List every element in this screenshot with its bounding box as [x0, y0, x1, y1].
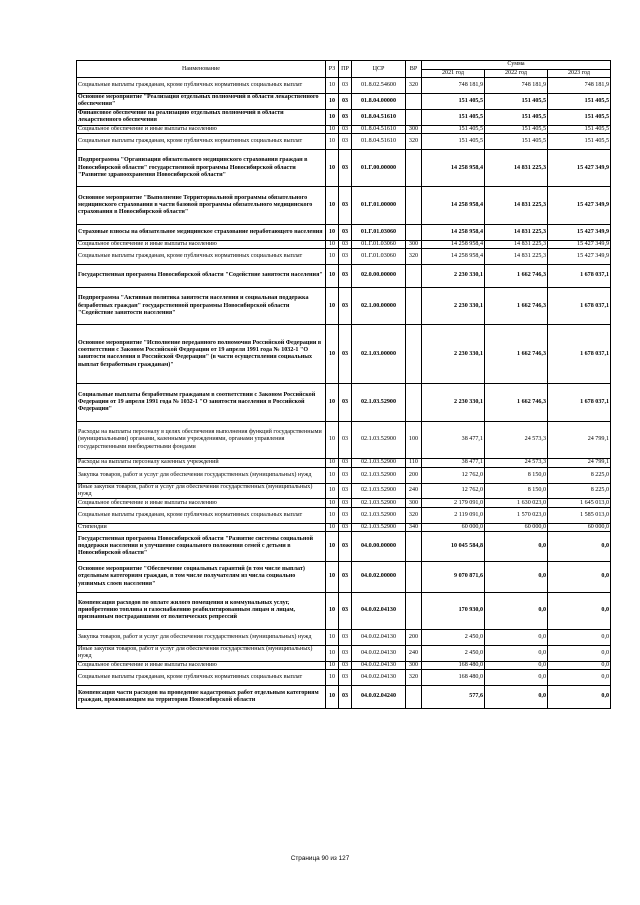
row-value-2021: 2 230 330,1: [422, 325, 485, 384]
row-rz: 10: [326, 562, 339, 592]
table-row: [77, 661, 611, 670]
row-value-2022: 14 831 225,3: [485, 187, 548, 224]
row-csr: 04.0.02.04130: [352, 670, 406, 686]
row-csr: 01.8.04.51610: [352, 125, 406, 134]
row-vr: 340: [406, 523, 422, 532]
row-csr: 02.1.03.00000: [352, 325, 406, 384]
row-value-2023: 0,0: [548, 630, 611, 646]
header-year-2022: 2022 год: [485, 70, 548, 78]
row-value-2022: 0,0: [485, 592, 548, 629]
row-rz: 10: [326, 507, 339, 523]
row-value-2021: 14 258 958,4: [422, 149, 485, 186]
row-value-2022: 1 570 023,0: [485, 507, 548, 523]
row-rz: 10: [326, 149, 339, 186]
table-row: [77, 149, 611, 186]
row-value-2021: 2 230 330,1: [422, 287, 485, 324]
row-name: Расходы на выплаты персоналу в целях обеспечения выполнения функций государственными (муниципальными) органами, казенными учреждениями, органами управления государственными внебюджетными фондами: [77, 421, 326, 458]
row-value-2022: 60 000,0: [485, 523, 548, 532]
row-pr: 03: [339, 592, 352, 629]
table-row: [77, 459, 611, 468]
row-value-2022: 0,0: [485, 532, 548, 562]
row-name: Основное мероприятие "Исполнение переданного полномочия Российской Федерации в соответствии с Законом Российской Федерации от 19 апреля 1991 года № 1032-1 "О занятости населения в Российской Федерации" (в части осуществления социальных выплат безработным гражданам)": [77, 325, 326, 384]
row-name: Компенсация расходов по оплате жилого помещения и коммунальных услуг, приобретению топлива и газоснабжению реабилитированным лицам и лицам, признанным пострадавшими от политических репрессий: [77, 592, 326, 629]
row-value-2021: 2 230 330,1: [422, 384, 485, 421]
row-value-2022: 24 573,3: [485, 459, 548, 468]
row-value-2023: 24 799,1: [548, 459, 611, 468]
table-row: [77, 240, 611, 249]
row-value-2021: 151 405,5: [422, 109, 485, 125]
row-csr: 01.Г.00.00000: [352, 149, 406, 186]
row-rz: 10: [326, 421, 339, 458]
row-vr: [406, 287, 422, 324]
row-value-2022: 0,0: [485, 670, 548, 686]
row-rz: 10: [326, 532, 339, 562]
row-value-2023: 0,0: [548, 661, 611, 670]
row-name: Социальные выплаты гражданам, кроме публичных нормативных социальных выплат: [77, 134, 326, 150]
row-value-2023: 1 678 037,1: [548, 384, 611, 421]
row-pr: 03: [339, 125, 352, 134]
row-vr: 100: [406, 421, 422, 458]
row-pr: 03: [339, 384, 352, 421]
table-row: [77, 249, 611, 265]
row-value-2021: 38 477,1: [422, 459, 485, 468]
row-pr: 03: [339, 149, 352, 186]
row-rz: 10: [326, 384, 339, 421]
row-rz: 10: [326, 264, 339, 287]
row-vr: 320: [406, 249, 422, 265]
row-csr: 04.0.02.04240: [352, 686, 406, 709]
row-name: Социальные выплаты гражданам, кроме публичных нормативных социальных выплат: [77, 78, 326, 94]
header-csr: ЦСР: [352, 61, 406, 78]
row-value-2021: 170 930,0: [422, 592, 485, 629]
table-row: [77, 532, 611, 562]
table-row: [77, 109, 611, 125]
table-row: [77, 507, 611, 523]
header-rz: РЗ: [326, 61, 339, 78]
row-csr: 01.8.04.00000: [352, 94, 406, 110]
row-value-2022: 8 150,0: [485, 483, 548, 499]
row-value-2023: 1 678 037,1: [548, 325, 611, 384]
row-name: Расходы на выплаты персоналу казенных учреждений: [77, 459, 326, 468]
row-value-2023: 15 427 349,9: [548, 240, 611, 249]
row-csr: 02.1.03.52900: [352, 523, 406, 532]
row-rz: 10: [326, 187, 339, 224]
row-csr: 02.1.00.00000: [352, 287, 406, 324]
row-pr: 03: [339, 421, 352, 458]
row-vr: [406, 562, 422, 592]
row-value-2023: 748 181,9: [548, 78, 611, 94]
row-name: Основное мероприятие "Реализация отдельных полномочий в области лекарственного обеспечения": [77, 94, 326, 110]
row-value-2021: 2 119 091,0: [422, 507, 485, 523]
row-rz: 10: [326, 483, 339, 499]
row-vr: 300: [406, 499, 422, 508]
row-value-2022: 24 573,3: [485, 421, 548, 458]
row-vr: 240: [406, 483, 422, 499]
header-pr: ПР: [339, 61, 352, 78]
row-value-2022: 1 662 746,3: [485, 287, 548, 324]
row-rz: 10: [326, 109, 339, 125]
row-value-2021: 38 477,1: [422, 421, 485, 458]
table-row: [77, 562, 611, 592]
row-name: Основное мероприятие "Обеспечение социальных гарантий (в том числе выплат) отдельным категориям граждан, в том числе получателям из числа социально уязвимых слоев населения": [77, 562, 326, 592]
row-value-2022: 0,0: [485, 645, 548, 661]
row-value-2021: 60 000,0: [422, 523, 485, 532]
row-csr: 01.8.04.51610: [352, 134, 406, 150]
row-name: Социальное обеспечение и иные выплаты населению: [77, 125, 326, 134]
row-name: Государственная программа Новосибирской области "Развитие системы социальной поддержки населения и улучшение социального положения семей с детьми в Новосибирской области": [77, 532, 326, 562]
table-row: [77, 686, 611, 709]
row-csr: 02.1.03.52900: [352, 459, 406, 468]
row-pr: 03: [339, 94, 352, 110]
row-value-2023: 151 405,5: [548, 125, 611, 134]
row-vr: [406, 592, 422, 629]
row-csr: 04.0.02.04130: [352, 630, 406, 646]
row-rz: 10: [326, 670, 339, 686]
row-csr: 01.Г.01.03060: [352, 224, 406, 240]
row-rz: 10: [326, 125, 339, 134]
row-value-2023: 1 678 037,1: [548, 287, 611, 324]
row-pr: 03: [339, 459, 352, 468]
row-name: Социальное обеспечение и иные выплаты населению: [77, 240, 326, 249]
row-csr: 04.0.02.04130: [352, 661, 406, 670]
row-vr: 320: [406, 134, 422, 150]
row-csr: 02.1.03.52900: [352, 499, 406, 508]
row-pr: 03: [339, 483, 352, 499]
row-value-2021: 151 405,5: [422, 125, 485, 134]
row-value-2021: 168 480,0: [422, 670, 485, 686]
row-name: Основное мероприятие "Выполнение Территориальной программы обязательного медицинского страхования в части базовой программы обязательного медицинского страхования в Новосибирской области": [77, 187, 326, 224]
row-csr: 02.1.03.52900: [352, 467, 406, 483]
row-vr: 240: [406, 645, 422, 661]
row-value-2023: 151 405,5: [548, 94, 611, 110]
row-pr: 03: [339, 78, 352, 94]
header-name: Наименование: [77, 61, 326, 78]
row-value-2023: 15 427 349,9: [548, 249, 611, 265]
row-value-2021: 748 181,9: [422, 78, 485, 94]
row-pr: 03: [339, 224, 352, 240]
row-vr: 320: [406, 507, 422, 523]
row-pr: 03: [339, 532, 352, 562]
table-row: [77, 78, 611, 94]
row-rz: 10: [326, 467, 339, 483]
row-rz: 10: [326, 224, 339, 240]
row-pr: 03: [339, 287, 352, 324]
row-csr: 01.Г.01.03060: [352, 240, 406, 249]
row-value-2022: 14 831 225,3: [485, 149, 548, 186]
row-csr: 04.0.02.04130: [352, 592, 406, 629]
row-value-2023: 60 000,0: [548, 523, 611, 532]
table-row: [77, 125, 611, 134]
row-csr: 04.0.00.00000: [352, 532, 406, 562]
table-row: [77, 384, 611, 421]
row-value-2022: 1 630 023,0: [485, 499, 548, 508]
table-row: [77, 134, 611, 150]
row-csr: 02.1.03.52900: [352, 384, 406, 421]
row-rz: 10: [326, 523, 339, 532]
row-value-2022: 151 405,5: [485, 134, 548, 150]
row-vr: [406, 187, 422, 224]
row-value-2021: 10 045 584,8: [422, 532, 485, 562]
table-row: [77, 499, 611, 508]
table-row: [77, 483, 611, 499]
row-vr: 320: [406, 670, 422, 686]
row-pr: 03: [339, 467, 352, 483]
row-vr: [406, 384, 422, 421]
row-vr: 320: [406, 78, 422, 94]
table-row: [77, 670, 611, 686]
row-vr: [406, 224, 422, 240]
row-name: Социальное обеспечение и иные выплаты населению: [77, 661, 326, 670]
row-pr: 03: [339, 523, 352, 532]
row-pr: 03: [339, 645, 352, 661]
table-row: [77, 592, 611, 629]
row-pr: 03: [339, 109, 352, 125]
row-vr: [406, 532, 422, 562]
row-value-2022: 0,0: [485, 661, 548, 670]
row-value-2022: 14 831 225,3: [485, 224, 548, 240]
row-rz: 10: [326, 134, 339, 150]
row-value-2022: 14 831 225,3: [485, 249, 548, 265]
row-vr: 110: [406, 459, 422, 468]
table-row: [77, 325, 611, 384]
table-row: [77, 645, 611, 661]
row-csr: 02.1.03.52900: [352, 483, 406, 499]
row-name: Финансовое обеспечение на реализацию отдельных полномочий в области лекарственного обеспечения: [77, 109, 326, 125]
budget-table-container: [76, 60, 610, 709]
table-row: [77, 421, 611, 458]
row-pr: 03: [339, 507, 352, 523]
row-vr: [406, 149, 422, 186]
table-row: [77, 187, 611, 224]
row-value-2021: 168 480,0: [422, 661, 485, 670]
row-vr: [406, 264, 422, 287]
row-rz: 10: [326, 287, 339, 324]
row-pr: 03: [339, 187, 352, 224]
row-rz: 10: [326, 240, 339, 249]
row-pr: 03: [339, 562, 352, 592]
row-value-2023: 0,0: [548, 562, 611, 592]
row-pr: 03: [339, 670, 352, 686]
row-csr: 01.8.04.51610: [352, 109, 406, 125]
row-value-2023: 1 645 013,0: [548, 499, 611, 508]
row-pr: 03: [339, 499, 352, 508]
row-value-2023: 15 427 349,9: [548, 149, 611, 186]
header-year-2023: 2023 год: [548, 70, 611, 78]
row-pr: 03: [339, 686, 352, 709]
row-csr: 01.Г.01.03060: [352, 249, 406, 265]
row-value-2023: 151 405,5: [548, 109, 611, 125]
row-name: Социальные выплаты безработным гражданам в соответствии с Законом Российской Федерации от 19 апреля 1991 года № 1032-1 "О занятости населения в Российской Федерации": [77, 384, 326, 421]
row-name: Социальные выплаты гражданам, кроме публичных нормативных социальных выплат: [77, 249, 326, 265]
row-value-2022: 1 662 746,3: [485, 384, 548, 421]
row-csr: 02.1.03.52900: [352, 421, 406, 458]
row-pr: 03: [339, 630, 352, 646]
row-name: Социальные выплаты гражданам, кроме публичных нормативных социальных выплат: [77, 670, 326, 686]
row-vr: [406, 325, 422, 384]
row-value-2022: 151 405,5: [485, 109, 548, 125]
row-value-2023: 15 427 349,9: [548, 224, 611, 240]
budget-table: [76, 60, 611, 709]
row-name: Государственная программа Новосибирской области "Содействие занятости населения": [77, 264, 326, 287]
row-rz: 10: [326, 94, 339, 110]
table-row: [77, 630, 611, 646]
row-vr: [406, 94, 422, 110]
table-row: [77, 224, 611, 240]
row-vr: 300: [406, 661, 422, 670]
row-vr: 300: [406, 240, 422, 249]
row-value-2023: 0,0: [548, 532, 611, 562]
table-row: [77, 467, 611, 483]
row-csr: 04.0.02.00000: [352, 562, 406, 592]
row-name: Закупка товаров, работ и услуг для обеспечения государственных (муниципальных) нужд: [77, 467, 326, 483]
row-value-2021: 12 762,0: [422, 467, 485, 483]
row-vr: [406, 686, 422, 709]
row-value-2022: 1 662 746,3: [485, 325, 548, 384]
row-name: Подпрограмма "Организация обязательного медицинского страхования граждан в Новосибирской области" государственной программы Новосибирской области "Развитие здравоохранения Новосибирской области": [77, 149, 326, 186]
row-vr: [406, 109, 422, 125]
row-value-2023: 1 678 037,1: [548, 264, 611, 287]
table-row: [77, 264, 611, 287]
row-pr: 03: [339, 264, 352, 287]
row-value-2023: 24 799,1: [548, 421, 611, 458]
row-value-2023: 0,0: [548, 645, 611, 661]
row-value-2023: 151 405,5: [548, 134, 611, 150]
row-value-2022: 0,0: [485, 630, 548, 646]
row-name: Страховые взносы на обязательное медицинское страхование неработающего населения: [77, 224, 326, 240]
row-value-2023: 0,0: [548, 592, 611, 629]
row-rz: 10: [326, 630, 339, 646]
row-value-2022: 0,0: [485, 562, 548, 592]
row-value-2022: 151 405,5: [485, 125, 548, 134]
row-rz: 10: [326, 249, 339, 265]
row-value-2023: 8 225,0: [548, 483, 611, 499]
row-name: Стипендии: [77, 523, 326, 532]
row-csr: 04.0.02.04130: [352, 645, 406, 661]
row-csr: 01.8.02.54600: [352, 78, 406, 94]
table-body: [77, 78, 611, 709]
row-value-2021: 151 405,5: [422, 94, 485, 110]
row-csr: 02.0.00.00000: [352, 264, 406, 287]
row-pr: 03: [339, 661, 352, 670]
row-value-2022: 1 662 746,3: [485, 264, 548, 287]
row-pr: 03: [339, 325, 352, 384]
header-sum: Сумма: [422, 61, 611, 70]
row-vr: 200: [406, 467, 422, 483]
row-value-2022: 151 405,5: [485, 94, 548, 110]
row-value-2023: 15 427 349,9: [548, 187, 611, 224]
row-value-2021: 2 450,0: [422, 645, 485, 661]
row-vr: 200: [406, 630, 422, 646]
row-csr: 02.1.03.52900: [352, 507, 406, 523]
row-name: Иные закупки товаров, работ и услуг для обеспечения государственных (муниципальных) нужд: [77, 645, 326, 661]
row-value-2021: 151 405,5: [422, 134, 485, 150]
row-rz: 10: [326, 592, 339, 629]
header-year-2021: 2021 год: [422, 70, 485, 78]
table-row: [77, 287, 611, 324]
row-name: Компенсация части расходов на проведение кадастровых работ отдельным категориям граждан, проживающим на территории Новосибирской области: [77, 686, 326, 709]
row-value-2023: 0,0: [548, 670, 611, 686]
table-row: [77, 94, 611, 110]
row-name: Социальное обеспечение и иные выплаты населению: [77, 499, 326, 508]
row-csr: 01.Г.01.00000: [352, 187, 406, 224]
row-value-2022: 0,0: [485, 686, 548, 709]
row-value-2021: 2 230 330,1: [422, 264, 485, 287]
row-value-2021: 14 258 958,4: [422, 224, 485, 240]
row-name: Иные закупки товаров, работ и услуг для обеспечения государственных (муниципальных) нужд: [77, 483, 326, 499]
row-value-2021: 9 070 871,6: [422, 562, 485, 592]
row-rz: 10: [326, 686, 339, 709]
row-value-2023: 1 585 013,0: [548, 507, 611, 523]
header-vr: ВР: [406, 61, 422, 78]
row-name: Социальные выплаты гражданам, кроме публичных нормативных социальных выплат: [77, 507, 326, 523]
row-rz: 10: [326, 78, 339, 94]
row-value-2022: 14 831 225,3: [485, 240, 548, 249]
row-value-2021: 14 258 958,4: [422, 240, 485, 249]
row-value-2022: 748 181,9: [485, 78, 548, 94]
row-value-2021: 12 762,0: [422, 483, 485, 499]
row-value-2022: 8 150,0: [485, 467, 548, 483]
row-value-2021: 2 179 091,0: [422, 499, 485, 508]
row-name: Подпрограмма "Активная политика занятости населения и социальная поддержка безработных граждан" государственной программы Новосибирской области "Содействие занятости населения": [77, 287, 326, 324]
row-value-2021: 14 258 958,4: [422, 249, 485, 265]
row-pr: 03: [339, 240, 352, 249]
row-value-2023: 8 225,0: [548, 467, 611, 483]
row-value-2021: 14 258 958,4: [422, 187, 485, 224]
row-vr: 300: [406, 125, 422, 134]
row-rz: 10: [326, 645, 339, 661]
row-rz: 10: [326, 459, 339, 468]
row-value-2021: 2 450,0: [422, 630, 485, 646]
table-row: [77, 523, 611, 532]
row-value-2021: 577,6: [422, 686, 485, 709]
row-value-2023: 0,0: [548, 686, 611, 709]
row-rz: 10: [326, 499, 339, 508]
row-pr: 03: [339, 249, 352, 265]
page-number: Страница 90 из 127: [290, 855, 350, 862]
row-name: Закупка товаров, работ и услуг для обеспечения государственных (муниципальных) нужд: [77, 630, 326, 646]
row-rz: 10: [326, 661, 339, 670]
row-pr: 03: [339, 134, 352, 150]
row-rz: 10: [326, 325, 339, 384]
